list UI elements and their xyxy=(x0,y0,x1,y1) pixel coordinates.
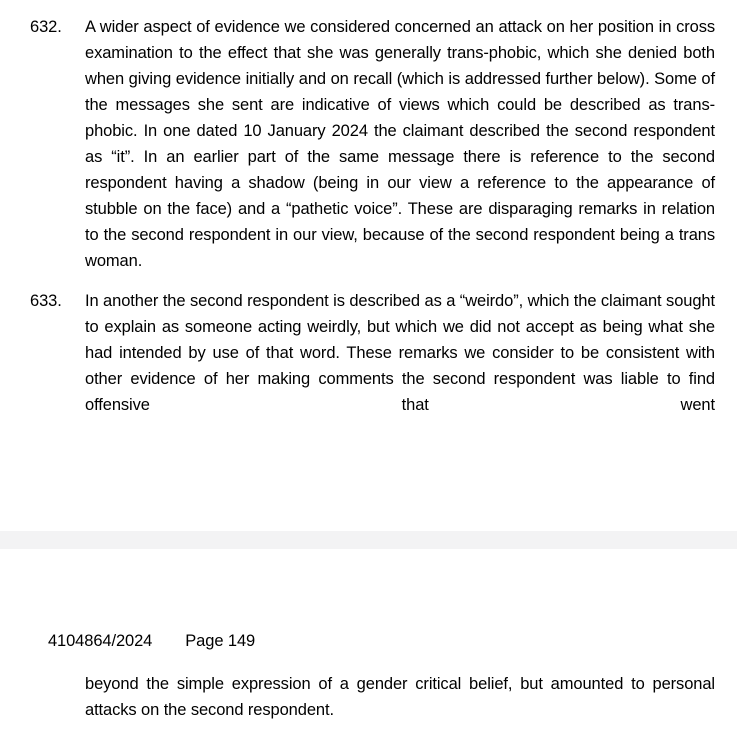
paragraph-number-632: 632. xyxy=(30,18,62,36)
footer-case-number: 4104864/2024 xyxy=(47,632,153,650)
paragraph-632 xyxy=(0,14,737,274)
paragraph-text-632: A wider aspect of evidence we considered concerned an attack on her position in cross examination to the effect that she was generally trans-phobic, which she denied both when giving evidence initially and on recall (which is addressed further below). Some of the messages she sent are indicative of views which could be described as trans-phobic. In one dated 10 January 2024 the claimant described the second respondent as “it”. In an earlier part of the same message there is reference to the second respondent having a shadow (being in our view a reference to the appearance of stubble on the face) and a “pathetic voice”. These are disparaging remarks in relation to the second respondent in our view, because of the second respondent being a trans woman. xyxy=(85,18,715,270)
paragraph-633 xyxy=(0,288,737,418)
paragraph-text-633: In another the second respondent is described as a “weirdo”, which the claimant sought to explain as someone acting weirdly, but which we did not accept as being what she had intended by use of that word. These remarks we consider to be consistent with other evidence of her making comments the second respondent was liable to find offensive that went xyxy=(85,292,715,414)
page-break-separator xyxy=(0,531,737,549)
paragraph-number-633: 633. xyxy=(30,292,62,310)
continuation-paragraph-text: beyond the simple expression of a gender critical belief, but amounted to personal attacks on the second respondent. xyxy=(85,675,715,719)
footer-page-label: Page 149 xyxy=(185,632,256,650)
page-footer xyxy=(0,608,737,674)
